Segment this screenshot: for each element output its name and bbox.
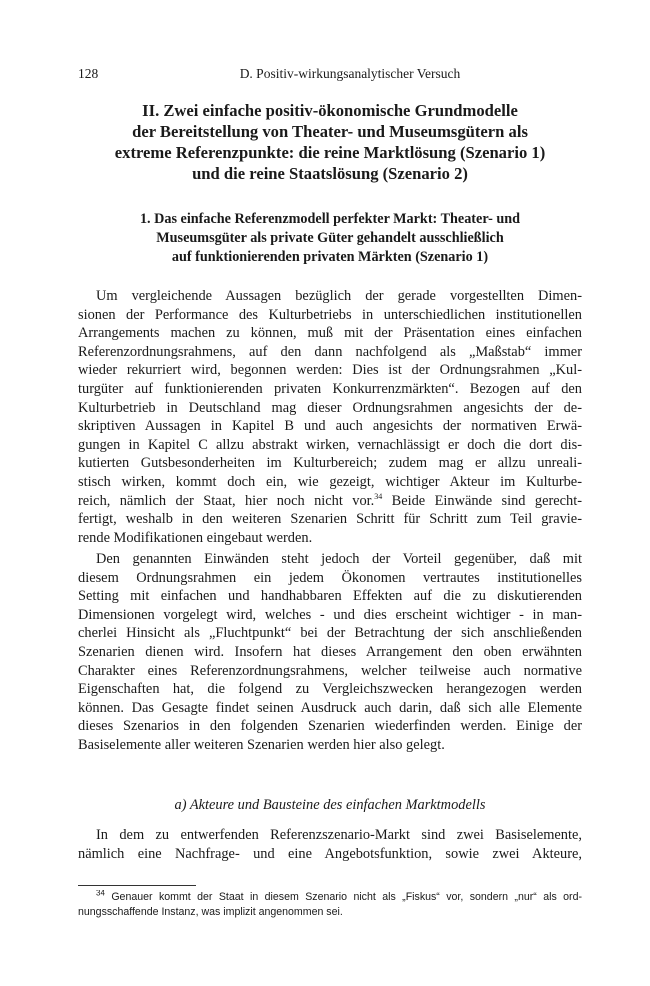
paragraph-3 xyxy=(78,826,582,863)
chapter-heading-line: extreme Referenzpunkte: die reine Marktlösung (Szenario 1) xyxy=(114,143,546,162)
footnote xyxy=(78,890,582,920)
footnote-line xyxy=(78,890,582,905)
text-line: Kulturbetrieb in Deutschland mag dieser Ordnungsrahmen angesichts der de- xyxy=(78,399,582,416)
text-line: cherlei Hinsicht als „Fluchtpunkt“ bei der Betrachtung der sich anschließenden xyxy=(78,625,582,642)
paragraph-1 xyxy=(78,287,582,547)
paragraph-2 xyxy=(78,550,582,755)
footnote-text: Genauer kommt der Staat in diesem Szenario nicht als „Fiskus“ vor, sondern „nur“ als ord- xyxy=(104,891,582,903)
chapter-heading-line: und die reine Staatslösung (Szenario 2) xyxy=(192,164,468,183)
text-line: dieses Szenarios in den folgenden Szenarien wiederfinden werden. Einige der xyxy=(78,718,582,735)
text-line: turgüter auf funktionierenden privaten Konkurrenzmärkten“. Bezogen auf den xyxy=(78,380,582,397)
text-line: Setting mit einfachen und handhabbaren Effekten auf die zu diskutierenden xyxy=(78,588,582,605)
text-line: Basiselemente aller weiteren Szenarien werden hier also gelegt. xyxy=(78,736,445,753)
text-line: Den genannten Einwänden steht jedoch der Vorteil gegenüber, daß mit xyxy=(96,551,582,567)
page-number: 128 xyxy=(78,66,99,81)
text-line: Charakter eines Referenzordnungsrahmens, welcher teilweise auch normative xyxy=(78,662,582,679)
footnote-number: 34 xyxy=(96,890,105,898)
text-line: fertigt, weshalb in den weiteren Szenarien Schritt für Schritt zum Teil gravie- xyxy=(78,511,582,528)
text-line: können. Das Gesagte findet seinen Ausdruck auch darin, daß sich alle Elemente xyxy=(78,699,582,716)
text-line: Szenarien dienen wird. Insofern hat dieses Arrangement den oben erwähnten xyxy=(78,643,582,660)
text-line: gungen in Kapitel C allzu abstrakt wirken, vernachlässigt er doch die dort dis- xyxy=(78,436,582,453)
text-line: Referenzordnungsrahmens, auf den dann nachfolgend als „Maßstab“ immer xyxy=(78,343,582,360)
text-line: Eigenschaften hat, die folgend zu Vergleichszwecken herangezogen werden xyxy=(78,681,582,698)
text-line: Um vergleichende Aussagen bezüglich der gerade vorgestellten Dimen- xyxy=(96,288,582,304)
text-line: sionen der Performance des Kulturbetriebs in unterschiedlichen institutionellen xyxy=(78,306,582,323)
running-head xyxy=(78,66,582,86)
text-line: In dem zu entwerfenden Referenzszenario-Markt sind zwei Basiselemente, xyxy=(96,827,582,843)
text-line: skriptiven Aussagen in Kapitel B und auch angesichts der normativen Erwä- xyxy=(78,418,582,435)
running-title: D. Positiv-wirkungsanalytischer Versuch xyxy=(239,66,461,81)
footnote-divider xyxy=(78,885,196,886)
section-heading-line: auf funktionierenden privaten Märkten (Szenario 1) xyxy=(171,249,489,265)
text-line: stisch wirken, kommt doch ein, wie gezeigt, wichtiger Akteur im Kulturbe- xyxy=(78,473,582,490)
text-line: rende Modifikationen eingebaut werden. xyxy=(78,529,313,546)
text-line: Arrangements machen zu können, muß mit der Präsentation eines einfachen xyxy=(78,325,582,342)
text-line: kutierten Gutsbesonderheiten im Kulturbereich; zudem mag er allzu unreali- xyxy=(78,455,582,472)
chapter-heading-line: II. Zwei einfache positiv-ökonomische Grundmodelle xyxy=(142,101,518,120)
footnote-line: nungsschaffende Instanz, was implizit angenommen sei. xyxy=(78,906,343,918)
section-heading-line: 1. Das einfache Referenzmodell perfekter Markt: Theater- und xyxy=(139,211,521,227)
text-line: nämlich eine Nachfrage- und eine Angebotsfunktion, sowie zwei Akteure, xyxy=(78,845,582,862)
subsection-heading: a) Akteure und Bausteine des einfachen Marktmodells xyxy=(174,797,486,813)
text-line: wieder rekurriert wird, begonnen werden: Dies ist der Ordnungsrahmen „Kul- xyxy=(78,362,582,379)
footnote-reference[interactable]: 34 xyxy=(374,491,383,501)
chapter-heading-line: der Bereitstellung von Theater- und Museumsgütern als xyxy=(132,122,528,141)
section-heading xyxy=(78,210,582,267)
text-line xyxy=(78,492,582,511)
text-line: diesem Ordnungsrahmen ein jedem Ökonomen vertrautes institutionelles xyxy=(78,569,582,586)
text-segment: reich, nämlich der Staat, hier noch nicht vor. xyxy=(78,492,375,509)
section-heading-line: Museumsgüter als private Güter gehandelt ausschließlich xyxy=(156,230,504,246)
text-line: Dimensionen vorgelegt wird, welches - und dies erscheint wichtiger - in man- xyxy=(78,606,582,623)
text-segment: Beide Einwände sind gerecht- xyxy=(382,492,582,509)
chapter-heading xyxy=(78,100,582,184)
